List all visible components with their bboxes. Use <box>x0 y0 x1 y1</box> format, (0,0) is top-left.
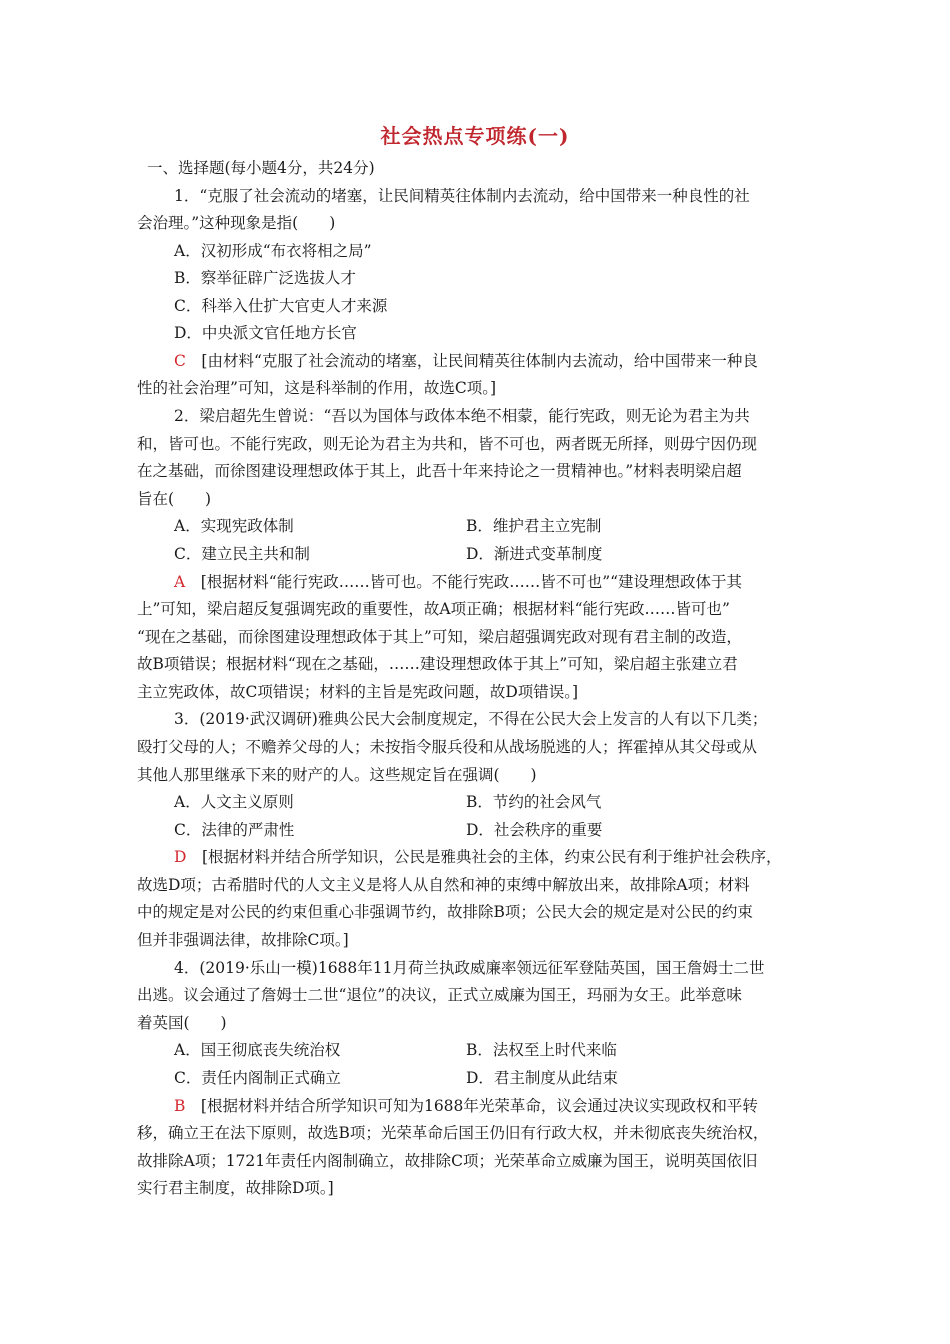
q3-explanation-line: 中的规定是对公民的约束但重心非强调节约，故排除B项；公民大会的规定是对公民的约束 <box>137 903 753 921</box>
q3-answer: D <box>174 848 187 866</box>
page-title: 社会热点专项练(一) <box>380 124 570 148</box>
q4-explanation-line <box>174 1096 758 1116</box>
q3-option-b: B．节约的社会风气 <box>466 793 602 811</box>
q1-option-d: D．中央派文官任地方长官 <box>174 324 357 342</box>
q2-explanation-text: [根据材料“能行宪政……皆可也。不能行宪政……皆不可也”“建设理想政体于其 <box>200 573 743 591</box>
q2-option-b: B．维护君主立宪制 <box>466 517 602 535</box>
q3-stem-line: 其他人那里继承下来的财产的人。这些规定旨在强调( ) <box>137 766 537 784</box>
q3-option-c: C．法律的严肃性 <box>174 821 295 839</box>
q2-answer: A <box>174 573 186 591</box>
q2-stem-line: 旨在( ) <box>137 490 212 508</box>
q1-explanation-text: [由材料“克服了社会流动的堵塞，让民间精英往体制内去流动，给中国带来一种良 <box>201 352 758 370</box>
q2-explanation-line: 主立宪政体，故C项错误；材料的主旨是宪政问题，故D项错误。] <box>137 683 579 701</box>
q4-explanation-line: 实行君主制度，故排除D项。] <box>137 1179 334 1197</box>
q1-answer: C <box>174 352 186 370</box>
q4-answer: B <box>174 1097 186 1115</box>
q1-stem-line: 1．“克服了社会流动的堵塞，让民间精英往体制内去流动，给中国带来一种良性的社 <box>174 187 750 205</box>
q2-explanation-line: 上”可知，梁启超反复强调宪政的重要性，故A项正确；根据材料“能行宪政……皆可也” <box>137 600 730 618</box>
q2-explanation-line: 故B项错误；根据材料“现在之基础，……建设理想政体于其上”可知，梁启超主张建立君 <box>137 655 738 673</box>
q4-explanation-text: [根据材料并结合所学知识可知为1688年光荣革命，议会通过决议实现政权和平转 <box>200 1097 758 1115</box>
q4-option-a: A．国王彻底丧失统治权 <box>174 1041 341 1059</box>
q1-option-b: B．察举征辟广泛选拔人才 <box>174 269 356 287</box>
q2-stem-line: 和，皆可也。不能行宪政，则无论为君主为共和，皆不可也，两者既无所择，则毋宁因仍现 <box>137 435 758 453</box>
q1-option-a: A．汉初形成“布衣将相之局” <box>174 242 372 260</box>
q4-option-c: C．责任内阁制正式确立 <box>174 1069 341 1087</box>
section-heading: 一、选择题(每小题4分，共24分) <box>147 159 375 177</box>
q1-explanation-line <box>174 351 758 371</box>
q2-stem-line: 在之基础，而徐图建设理想政体于其上，此吾十年来持论之一贯精神也。”材料表明梁启超 <box>137 462 742 480</box>
q1-explanation-line: 性的社会治理”可知，这是科举制的作用，故选C项。] <box>137 379 497 397</box>
q2-option-c: C．建立民主共和制 <box>174 545 310 563</box>
q1-option-c: C．科举入仕扩大官吏人才来源 <box>174 297 388 315</box>
q4-explanation-line: 故排除A项；1721年责任内阁制确立，故排除C项；光荣革命立威廉为国王，说明英国依旧 <box>137 1152 758 1170</box>
q4-stem-line: 4．(2019·乐山一模)1688年11月荷兰执政威廉率领远征军登陆英国，国王詹姆士二世 <box>174 959 765 977</box>
q3-explanation-text: [根据材料并结合所学知识，公民是雅典社会的主体，约束公民有利于维护社会秩序， <box>201 848 782 866</box>
q3-explanation-line: 故选D项；古希腊时代的人文主义是将人从自然和神的束缚中解放出来，故排除A项；材料 <box>137 876 750 894</box>
q3-stem-line: 3．(2019·武汉调研)雅典公民大会制度规定，不得在公民大会上发言的人有以下几类； <box>174 710 768 728</box>
q4-option-b: B．法权至上时代来临 <box>466 1041 617 1059</box>
q4-explanation-line: 移，确立王在法下原则，故选B项；光荣革命后国王仍旧有行政大权，并未彻底丧失统治权， <box>137 1124 769 1142</box>
q3-explanation-line: 但并非强调法律，故排除C项。] <box>137 931 349 949</box>
q2-option-d: D．渐进式变革制度 <box>466 545 603 563</box>
q4-stem-line: 出逃。议会通过了詹姆士二世“退位”的决议，正式立威廉为国王，玛丽为女王。此举意味 <box>137 986 742 1004</box>
q2-option-a: A．实现宪政体制 <box>174 517 294 535</box>
q3-explanation-line <box>174 847 782 867</box>
q1-stem-line: 会治理。”这种现象是指( ) <box>137 214 336 232</box>
q2-explanation-line <box>174 572 742 592</box>
q2-stem-line: 2．梁启超先生曾说：“吾以为国体与政体本绝不相蒙，能行宪政，则无论为君主为共 <box>174 407 750 425</box>
q3-stem-line: 殴打父母的人；不赡养父母的人；未按指令服兵役和从战场脱逃的人；挥霍掉从其父母或从 <box>137 738 758 756</box>
q4-stem-line: 着英国( ) <box>137 1014 227 1032</box>
q3-option-d: D．社会秩序的重要 <box>466 821 603 839</box>
q2-explanation-line: “现在之基础，而徐图建设理想政体于其上”可知，梁启超强调宪政对现有君主制的改造， <box>137 628 742 646</box>
q3-option-a: A．人文主义原则 <box>174 793 294 811</box>
q4-option-d: D．君主制度从此结束 <box>466 1069 618 1087</box>
